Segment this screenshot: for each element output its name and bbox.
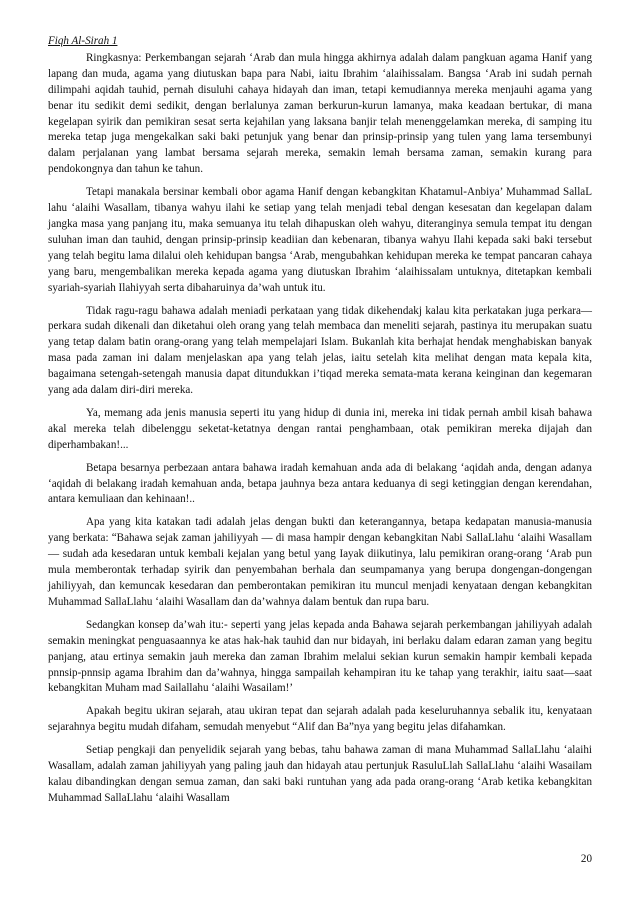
paragraph-1: Ringkasnya: Perkembangan sejarah ‘Arab dan mula hingga akhirnya adalah dalam pangkuan agama Hanif yang lapang dan muda, agama yang diutuskan bapa para Nabi, iaitu Ibrahim ‘alaihissalam. Bangsa ‘Arab ini sudah pernah dilimpahi aqidah tauhid, pernah disuluhi cahaya hidayah dan iman, tetapi kemudiannya mereka menjauhi agama yang benar itu sedikit demi sedikit, dengan berlalunya zaman berkurun-kurun lamanya, maka keadaan bertukar, di mana kegelapan syirik dan pemikiran sesat serta kejahilan yang laksana banjir telah menenggelamkan mereka, di samping itu mereka tetap juga mengekalkan saki baki petunjuk yang benar dan prinsip-prinsip yang tulen yang lama tersembunyi dalam perjalanan yang lambat bersama sejarah mereka, semakin lemah bersama zaman, semakin kurang para pendokongnya dan tahun ke tahun. xyxy=(48,51,592,176)
running-header: Fiqh Al-Sirah 1 xyxy=(48,35,118,47)
paragraph-9: Setiap pengkaji dan penyelidik sejarah yang bebas, tahu bahawa zaman di mana Muhammad SallaLlahu ‘alaihi Wasallam, adalah zaman jahiliyyah yang paling jauh dan hidayah atau pertunjuk RasuluLlah SallaLlahu ‘alaihi Wasailam kalau dibandingkan dengan semua zaman, dan saki baki runtuhan yang ada pada orang-orang ‘Arab ketika kebangkitan Muhammad SallaLlahu ‘alaihi Wasallam xyxy=(48,744,592,804)
paragraph-5: Betapa besarnya perbezaan antara bahawa iradah kemahuan anda ada di belakang ‘aqidah anda, dengan adanya ‘aqidah di belakang iradah kemahuan anda, betapa jauhnya beza antara keduanya di segi ketinggian dengan kerendahan, antara kemuliaan dan kehinaan!.. xyxy=(48,461,592,506)
paragraph-2: Tetapi manakala bersinar kembali obor agama Hanif dengan kebangkitan Khatamul-Anbiya’ Muhammad SallaL lahu ‘alaihi Wasallam, tibanya wahyu ilahi ke setiap yang telah menjadi tebal dengan kesesatan dan kegelapan dalam jangka masa yang panjang itu, maka semuanya itu telah dihapuskan oleh wahyu, diteranginya semula tempat itu dengan suluhan iman dan tauhid, dengan prinsip-prinsip keadiian dan kebenaran, tibanya wahyu Ilahi kepada saki baki tersebut yang telah begitu lama dilalui oleh kehidupan bangsa ‘Arab, mengubahkan kehidupan mereka ke tempat pancaran cahaya yang baru, mengembalikan mereka kepada agama yang diutuskan Ibrahim ‘alaihissalam untuknya, ditetapkan kembali syariah-syariah Ilahiyyah serta dibaharuinya da’wah untuk itu. xyxy=(48,186,592,294)
paragraph-4: Ya, memang ada jenis manusia seperti itu yang hidup di dunia ini, mereka ini tidak pernah ambil kisah bahawa akal mereka telah dibelenggu seketat-ketatnya dengan rantai penghambaan, otak pemikiran mereka dijajah dan diperhambakan!... xyxy=(48,406,592,451)
page-body xyxy=(48,34,592,814)
paragraph-8: Apakah begitu ukiran sejarah, atau ukiran tepat dan sejarah adalah pada keseluruhannya sebalik itu, kenyataan sejarahnya begitu mudah difaham, semudah menyebut “Alif dan Ba”nya yang begitu jelas difahamkan. xyxy=(48,705,592,734)
paragraph-7: Sedangkan konsep da’wah itu:- seperti yang jelas kepada anda Bahawa sejarah perkembangan jahiliyyah adalah semakin meningkat penguasaannya ke atas hak-hak tauhid dan nur bidayah, ini berlaku dalam edaran zaman yang begitu panjang, atau ertinya semakin jauh mereka dan zaman Ibrahim melalui sekian kurun semakin hampir kembali kepada pnnsip-pnnsip agama Ibrahim dan da’wahnya, hingga sampailah kehampiran itu ke tahap yang terakhir, iaitu saat—saat kebangkitan Muham mad Sailallahu ‘alaihi Wasailam!’ xyxy=(48,618,592,695)
page-number: 20 xyxy=(580,853,592,865)
paragraph-6: Apa yang kita katakan tadi adalah jelas dengan bukti dan keterangannya, betapa kedapatan manusia-manusia yang berkata: “Bahawa sejak zaman jahiliyyah — di masa hampir dengan kebangkitan Nabi SallaLlahu ‘alaihi Wasallam — sudah ada kesedaran untuk kembali kejalan yang betul yang Iayak diikutinya, lalu pemikiran orang-orang ‘Arab pun mula memberontak terhadap syirik dan penyembahan berhala dan seumpamanya yang berupa dongengan-dongengan jahiliyyah, dan kemuncak kesedaran dan pemberontakan pemikiran itu muncul menjadi kenyataan dengan kebangkitan Muhammad SallaLlahu ‘alaihi Wasallam dan da’wahnya dalam bentuk dan rupa baru. xyxy=(48,516,592,608)
paragraph-3: Tidak ragu-ragu bahawa adalah meniadi perkataan yang tidak dikehendakj kalau kita perkatakan juga perkara—perkara sudah dikenali dan diketahui oleh orang yang telah membaca dan meneliti sejarah, pastinya itu merupakan suatu yang tetap dalam batin orang-orang yang telah mempelajari Islam. Bukanlah kita berhajat hendak menghabiskan banyak masa pada zaman ini dalam menjelaskan apa yang telah jelas, iaitu setelah kita melihat dengan mata kepala kita, bagaimana setengah-setengah manusia dapat ditundukkan i’tiqad mereka semata-mata kerana keinginan dan kegemaran yang ada dalam diri-diri mereka. xyxy=(48,304,592,397)
